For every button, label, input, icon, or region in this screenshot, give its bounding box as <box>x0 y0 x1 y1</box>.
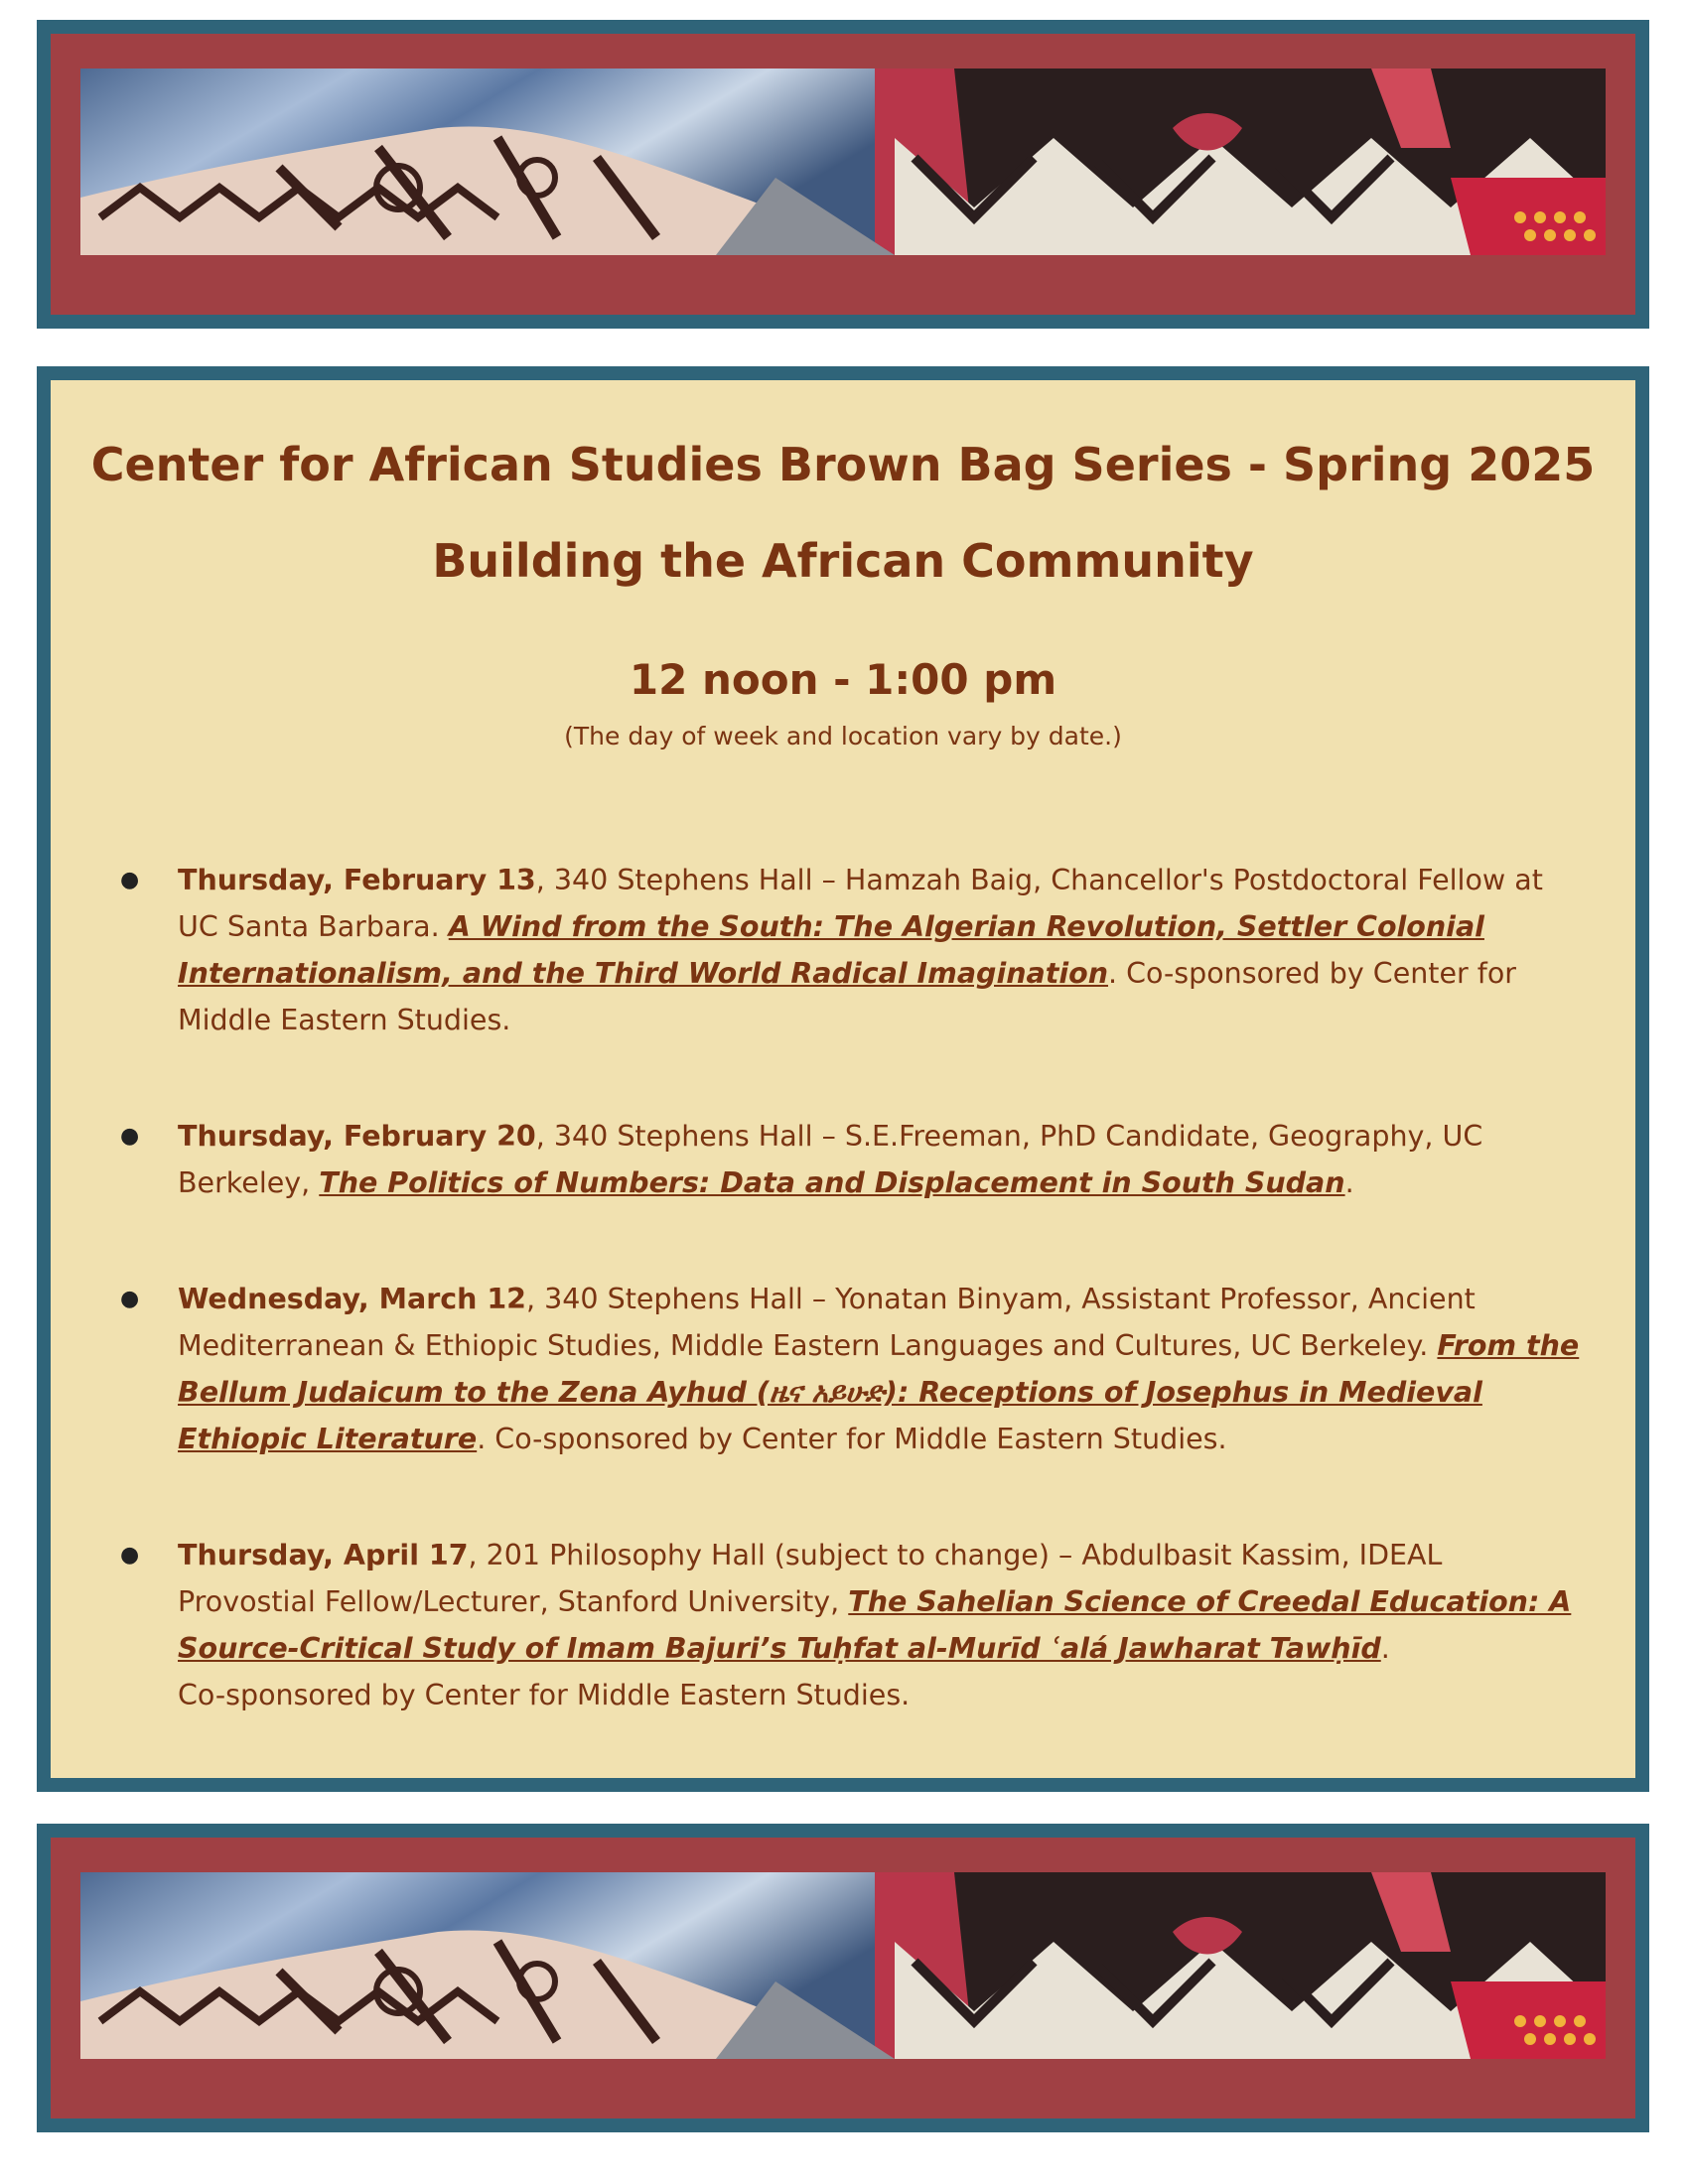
page-subtitle: Building the African Community <box>432 534 1254 588</box>
talk-title-link[interactable]: A Wind from the South: The Algerian Revolution, Settler Colonial Internationalism, and the Third World Radical Imagination <box>178 910 1484 990</box>
event-list <box>120 857 1580 1788</box>
event-details: , 340 Stephens Hall – S.E.Freeman, PhD Candidate, Geography, UC Berkeley, <box>178 1120 1483 1199</box>
event-extra: Co-sponsored by Center for Middle Eastern Studies. <box>178 1679 911 1711</box>
event-after: . Co-sponsored by Center for Middle Eastern Studies. <box>477 1423 1227 1455</box>
talk-title-link[interactable]: The Sahelian Science of Creedal Education: A Source-Critical Study of Imam Bajuri’s Tuḥfat al-Murīd ʿalá Jawharat Tawḥīd <box>178 1585 1572 1665</box>
event-date: Thursday, April 17 <box>178 1539 469 1571</box>
event-date: Thursday, February 13 <box>178 864 536 896</box>
event-after: . <box>1380 1632 1390 1665</box>
schedule-note: (The day of week and location vary by date.) <box>564 722 1122 751</box>
event-item-apr-17 <box>120 1532 1580 1718</box>
event-date: Wednesday, March 12 <box>178 1283 527 1315</box>
event-item-mar-12 <box>120 1276 1580 1462</box>
bottom-banner <box>37 1824 1649 2132</box>
event-details: , 340 Stephens Hall – Hamzah Baig, Chancellor's Postdoctoral Fellow at UC Santa Barbara. <box>178 864 1543 943</box>
talk-title-link[interactable]: The Politics of Numbers: Data and Displacement in South Sudan <box>319 1166 1345 1199</box>
bullet-icon: ● <box>120 1287 140 1311</box>
top-banner <box>37 20 1649 329</box>
page-title: Center for African Studies Brown Bag Series - Spring 2025 <box>90 438 1596 491</box>
bullet-icon: ● <box>120 1543 140 1568</box>
event-date: Thursday, February 20 <box>178 1120 536 1153</box>
bullet-icon: ● <box>120 868 140 892</box>
event-item-feb-13 <box>120 857 1580 1043</box>
event-after: . <box>1344 1166 1354 1199</box>
talk-title-link[interactable]: From the Bellum Judaicum to the Zena Ayhud (ዜና አይሁድ): Receptions of Josephus in Medieval Ethiopic Literature <box>178 1329 1580 1455</box>
event-after: . Co-sponsored by Center for Middle Eastern Studies. <box>178 957 1516 1036</box>
fabric-collage-image <box>80 1872 1606 2059</box>
event-item-feb-20 <box>120 1113 1580 1206</box>
event-time: 12 noon - 1:00 pm <box>629 655 1057 704</box>
event-card <box>37 366 1649 1792</box>
bullet-icon: ● <box>120 1124 140 1149</box>
event-details: , 340 Stephens Hall – Yonatan Binyam, Assistant Professor, Ancient Mediterranean & Ethiopic Studies, Middle Eastern Languages and Cultures, UC Berkeley. <box>178 1283 1476 1362</box>
event-details: , 201 Philosophy Hall (subject to change) – Abdulbasit Kassim, IDEAL Provostial Fellow/Lecturer, Stanford University, <box>178 1539 1443 1618</box>
fabric-collage-image <box>80 68 1606 255</box>
